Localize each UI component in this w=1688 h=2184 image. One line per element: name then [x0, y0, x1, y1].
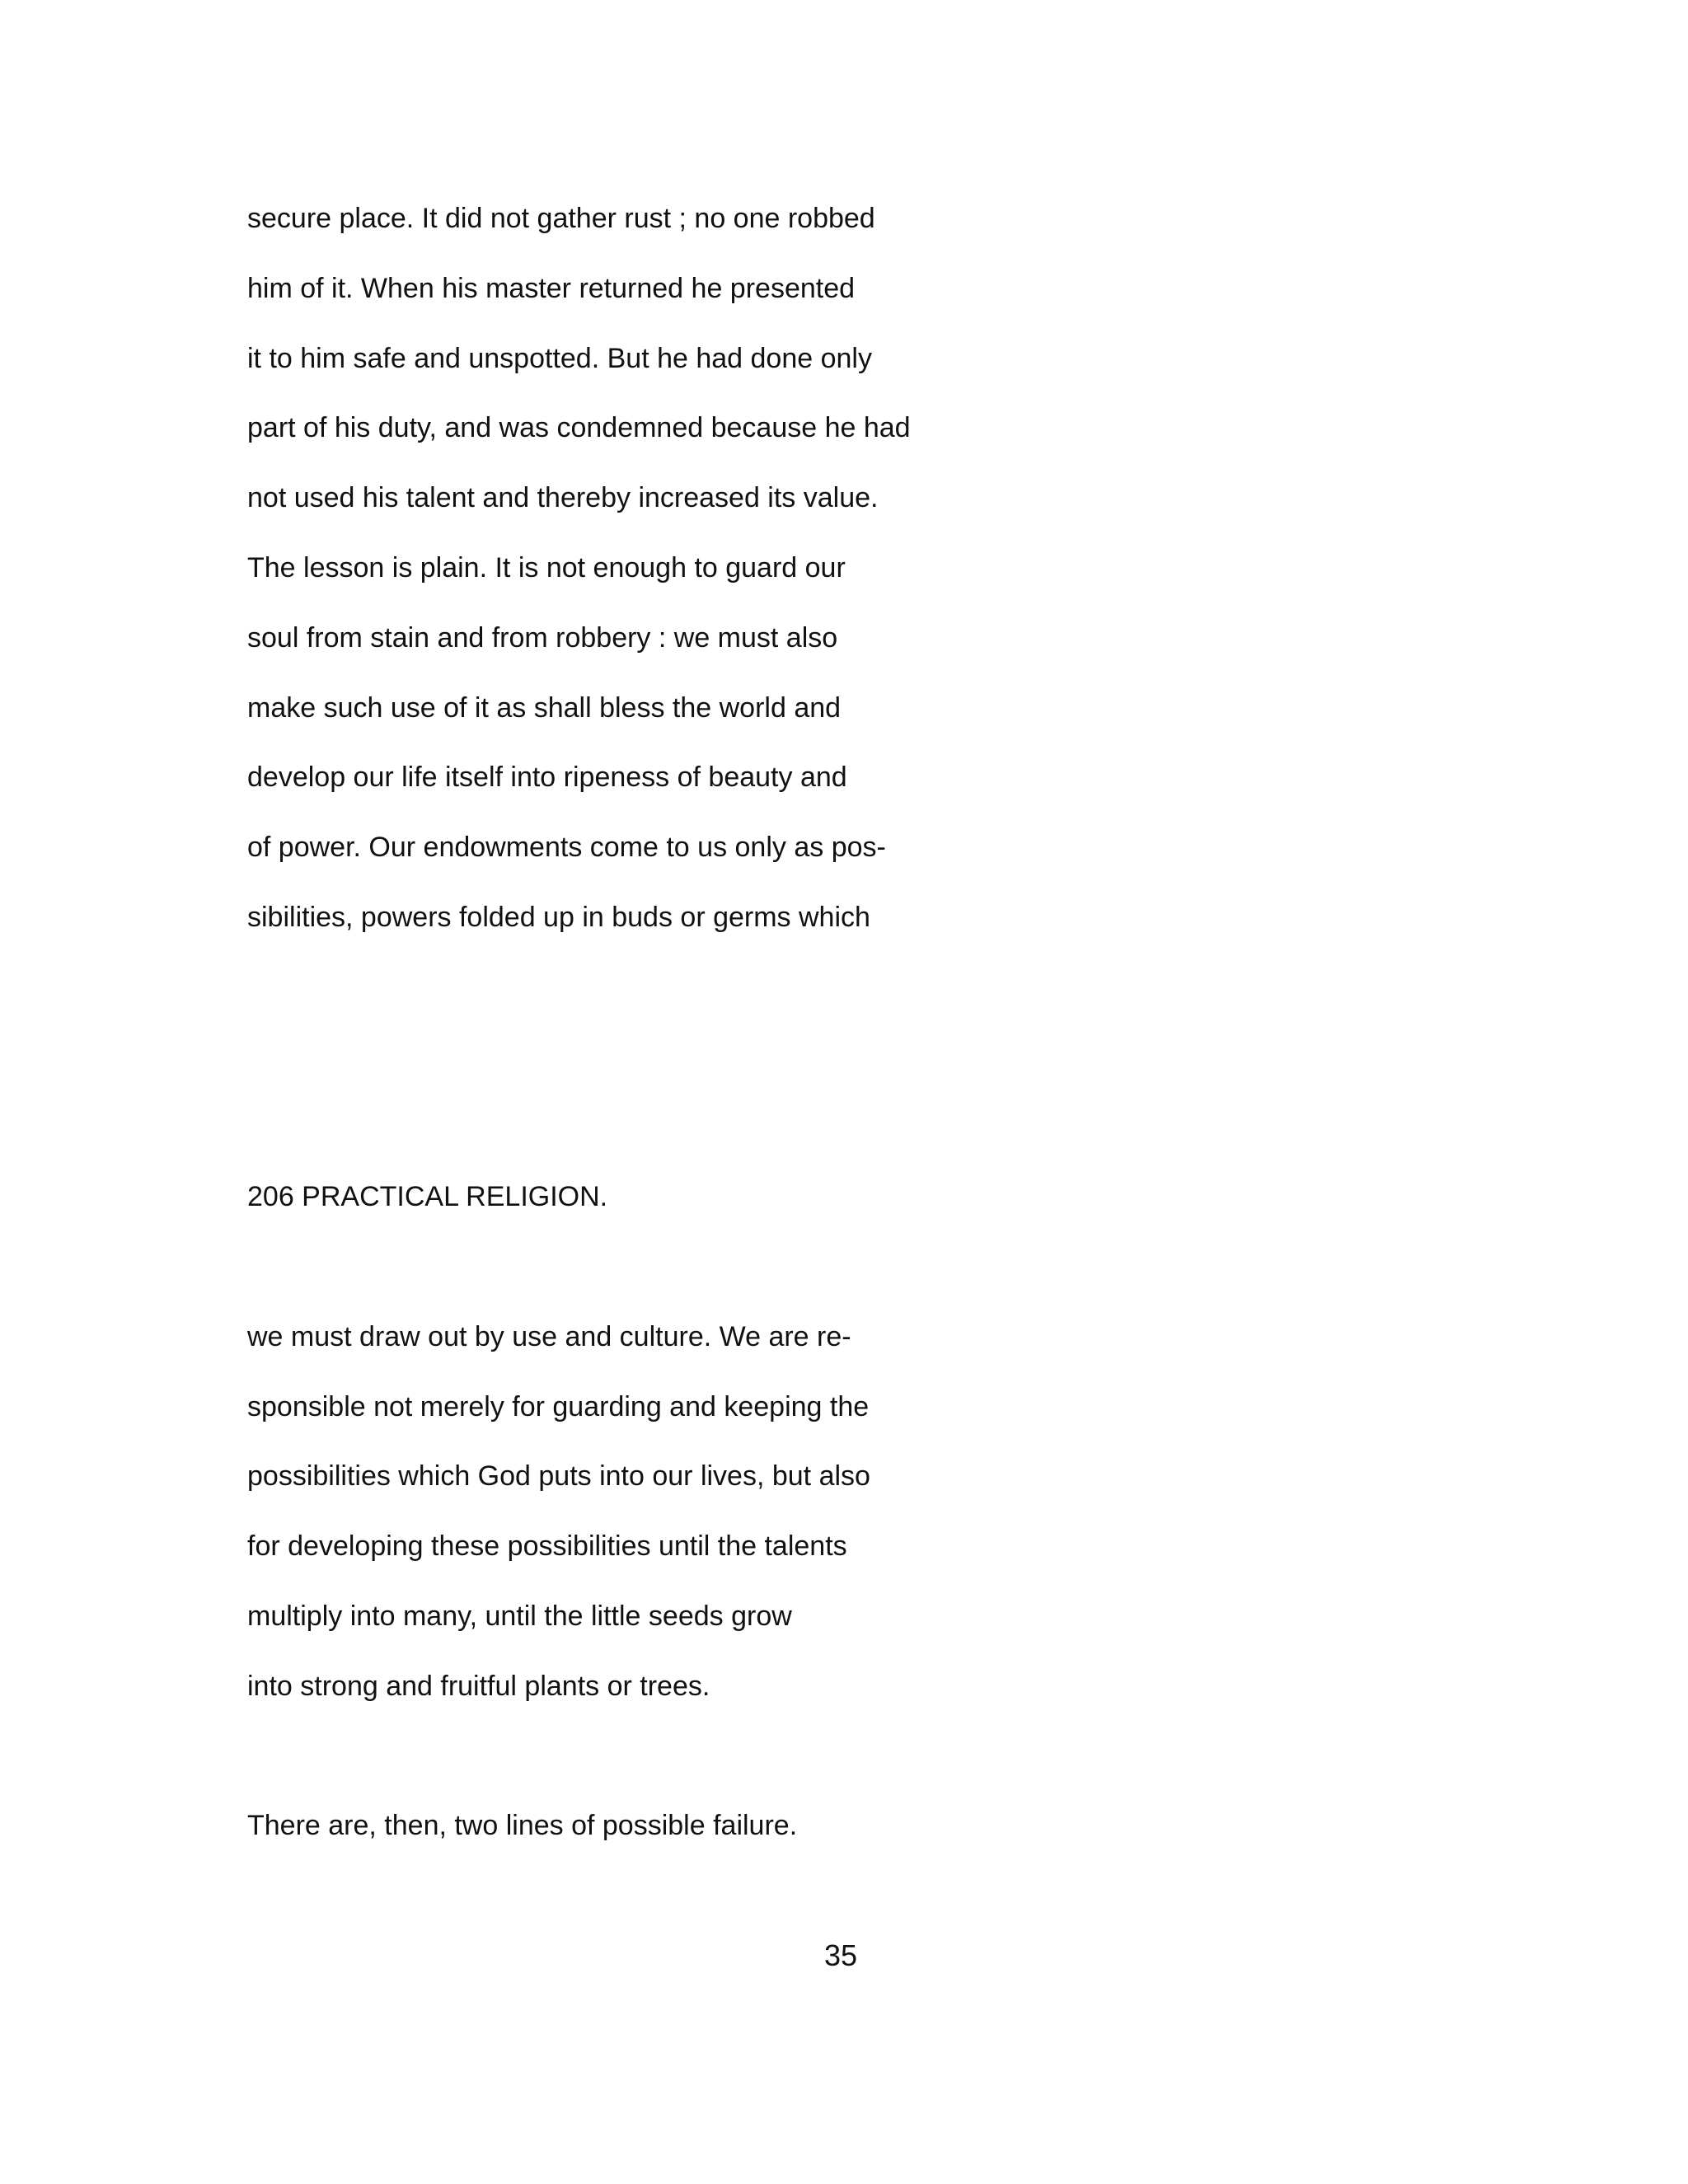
page-number: 35: [823, 1938, 858, 1972]
closing-line: There are, then, two lines of possible failure.: [247, 1810, 798, 1841]
text-line: secure place. It did not gather rust ; no one robbed: [247, 203, 875, 234]
text-line: make such use of it as shall bless the world and: [247, 692, 842, 724]
text-line: multiply into many, until the little seeds grow: [247, 1601, 792, 1632]
text-line: The lesson is plain. It is not enough to guard our: [247, 552, 846, 583]
text-line: not used his talent and thereby increased its value.: [247, 482, 879, 513]
text-line: we must draw out by use and culture. We are re-: [247, 1321, 851, 1352]
text-line: part of his duty, and was condemned because he had: [247, 412, 911, 443]
text-line: for developing these possibilities until the talents: [247, 1530, 847, 1562]
text-line: into strong and fruitful plants or trees.: [247, 1671, 710, 1702]
text-line: possibilities which God puts into our lives, but also: [247, 1460, 870, 1492]
text-line: soul from stain and from robbery : we must also: [247, 622, 838, 654]
text-line: sponsible not merely for guarding and keeping the: [247, 1391, 870, 1422]
text-line: it to him safe and unspotted. But he had done only: [247, 343, 872, 374]
text-line: of power. Our endowments come to us only as pos-: [247, 832, 886, 863]
running-header: 206 PRACTICAL RELIGION.: [247, 1181, 608, 1212]
text-line: develop our life itself into ripeness of beauty and: [247, 762, 847, 793]
text-line: him of it. When his master returned he presented: [247, 273, 856, 304]
text-line: sibilities, powers folded up in buds or germs which: [247, 902, 870, 933]
